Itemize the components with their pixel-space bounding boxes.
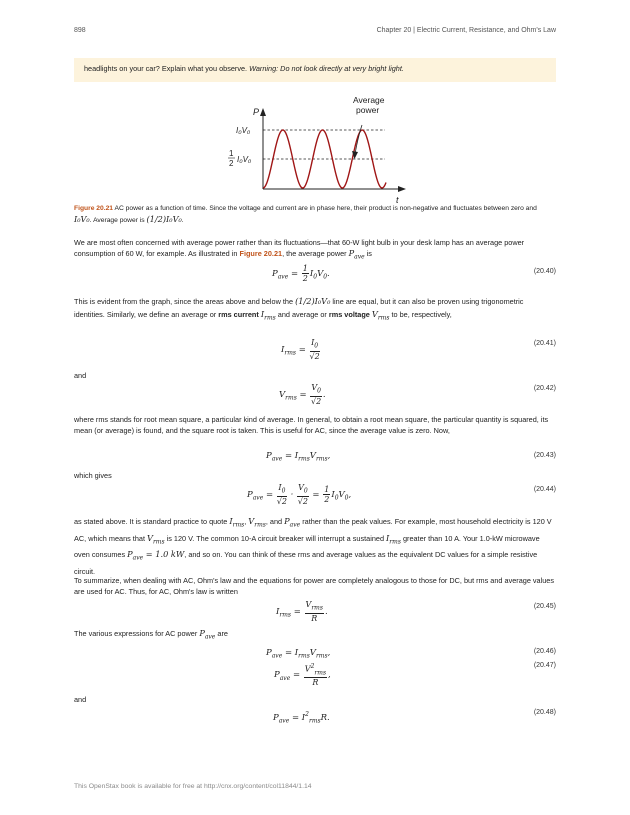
p2-text-b: line are equal, but it can also be proven using trigonometric identities. Similarly, we define an average or xyxy=(74,297,524,319)
paragraph-rms-definitions xyxy=(74,295,556,325)
annotation-arrow xyxy=(355,125,362,154)
equation-number-20-47: (20.47) xyxy=(533,662,556,669)
p4-math-vrms-2: $V_{rms}$ xyxy=(147,532,165,546)
p2-math-half-peak: (1/2)I₀V₀ xyxy=(295,296,331,306)
equation-number-20-48: (20.48) xyxy=(533,709,556,716)
p4-text-e: is 120 V. The common 10-A circuit breaker will interrupt a sustained xyxy=(166,533,385,543)
equation-number-20-46: (20.46) xyxy=(533,648,556,655)
p6-text-a: The various expressions for AC power xyxy=(74,629,198,638)
p1-math: $P_{ave}$ xyxy=(348,248,365,261)
p2-text-c: and average or xyxy=(277,310,327,319)
half-label-denominator: 2 xyxy=(229,159,234,168)
p4-text-f: greater than 10 A. Your 1.0-kW microwave oven consumes xyxy=(74,533,540,560)
footer-note: This OpenStax book is available for free at http://cnx.org/content/col11844/1.14 xyxy=(74,783,312,790)
peak-label: I₀V₀ xyxy=(236,126,251,135)
equation-20-43: $P_{ave} = I_{rms}V_{rms}$, xyxy=(266,451,331,463)
p4-text-a: as stated above. It is standard practice to quote xyxy=(74,517,228,526)
p2-text-a: This is evident from the graph, since the areas above and below the xyxy=(74,297,294,306)
p6-math: $P_{ave}$ xyxy=(199,628,216,641)
figure-caption xyxy=(74,204,556,226)
caption-mid: . Average power is xyxy=(89,217,145,224)
equation-number-20-41: (20.41) xyxy=(533,340,556,347)
p4-text-g: , and so on. You can think of these rms and average values as the equivalent DC values for a simple resistive circuit. xyxy=(74,550,538,576)
ac-power-graph xyxy=(215,92,410,204)
y-axis-arrow xyxy=(260,108,266,116)
paragraph-power-expressions xyxy=(74,628,556,643)
p1-text-b: , the average power xyxy=(282,249,347,258)
page-number: 898 xyxy=(74,27,86,34)
text-and-2: and xyxy=(74,695,87,704)
term-rms-voltage: rms voltage xyxy=(328,310,370,319)
half-label-numerator: 1 xyxy=(229,149,234,158)
p4-math-pave-value: $P_{ave} = 1.0$ kW xyxy=(127,549,185,562)
p4-math-pave: $P_{ave}$ xyxy=(284,516,301,529)
equation-number-20-44: (20.44) xyxy=(533,486,556,493)
equation-20-42: $V_{rms}$ = $\frac{V_0}{√2}$ . xyxy=(279,383,326,406)
paragraph-household-examples xyxy=(74,515,556,578)
y-axis-label: P xyxy=(253,107,260,117)
equation-number-20-42: (20.42) xyxy=(533,385,556,392)
equation-number-20-43: (20.43) xyxy=(533,452,556,459)
p4-math-irms: $I_{rms}$ xyxy=(229,516,245,529)
p4-text-c: , and xyxy=(265,517,283,526)
p2-math-irms: $I_{rms}$ xyxy=(260,309,276,322)
equation-20-45: $I_{rms}$ = $\frac{V_{rms}}{R}$ . xyxy=(276,600,328,623)
p4-math-irms-2: $I_{rms}$ xyxy=(386,532,401,546)
half-label-rest: I₀V₀ xyxy=(237,155,252,164)
figure-link[interactable]: Figure 20.21 xyxy=(239,249,283,258)
paragraph-summary: To summarize, when dealing with AC, Ohm's law and the equations for power are completely analogous to those for DC, but rms and average values are used for AC. Thus, for AC, Ohm's law is written xyxy=(74,576,554,596)
caption-math-peak: I₀V₀ xyxy=(74,214,90,224)
callout-text: headlights on your car? Explain what you observe. xyxy=(84,64,248,73)
text-which-gives: which gives xyxy=(74,471,112,480)
equation-20-48: $P_{ave} = I^2_{rms}R$. xyxy=(273,711,330,725)
caption-label: Figure 20.21 xyxy=(74,205,114,212)
caption-end: . xyxy=(181,217,184,224)
p2-text-d: to be, respectively, xyxy=(391,310,452,319)
equation-number-20-40: (20.40) xyxy=(533,268,556,275)
p4-text-d: rather than the peak values. For example, most household electricity is 120 V AC, which means that xyxy=(74,517,552,543)
p1-text-a: We are most often concerned with average power rather than its fluctuations—that 60-W light bulb in your desk lamp has an average power consumption of 60 W, for example. As illustrated in xyxy=(74,238,525,258)
equation-number-20-45: (20.45) xyxy=(533,603,556,610)
text-and-1: and xyxy=(74,371,87,380)
paragraph-average-power xyxy=(74,237,556,263)
callout-box xyxy=(74,58,556,82)
chapter-title: Chapter 20 | Electric Current, Resistance, and Ohm's Law xyxy=(376,27,556,34)
term-rms-current: rms current xyxy=(218,310,259,319)
x-axis-label: t xyxy=(396,195,399,204)
annotation-line-1: Average xyxy=(353,95,385,105)
equation-20-40: $P_{ave}$ = $\frac{1}{2}$ $I_0V_0$. xyxy=(272,264,330,283)
equation-20-41: $I_{rms}$ = $\frac{I_0}{√2}$ xyxy=(281,338,320,361)
p1-text-c: is xyxy=(366,249,372,258)
equation-20-46: $P_{ave} = I_{rms}V_{rms}$, xyxy=(266,648,331,660)
caption-text: AC power as a function of time. Since the voltage and current are in phase here, their product is non-negative and fluctuates between zero and xyxy=(114,205,537,212)
callout-warning: Warning: Do not look directly at very bright light. xyxy=(249,64,404,73)
p4-text-b: , xyxy=(244,517,247,526)
caption-math-average: (1/2)I₀V₀ xyxy=(146,214,182,224)
equation-20-44: $P_{ave}$ = $\frac{I_0}{√2}$ · $\frac{V_0}{√2}$ = $\frac{1}{2}$ $I_0V_0$, xyxy=(247,483,352,506)
annotation-line-2: power xyxy=(356,105,380,115)
equation-20-47: $P_{ave}$ = $\frac{V^2_{rms}}{R}$ , xyxy=(274,663,331,688)
paragraph-root-mean-square: where rms stands for root mean square, a particular kind of average. In general, to obtain a root mean square, the particular quantity is squared, its mean (or average) is found, and the square root is taken. This is useful for AC, since the average value is zero. Now, xyxy=(74,415,549,435)
p4-math-vrms: $V_{rms}$ xyxy=(248,516,266,529)
p2-math-vrms: $V_{rms}$ xyxy=(371,309,390,322)
x-axis-arrow xyxy=(398,186,406,192)
p6-text-b: are xyxy=(217,629,228,638)
